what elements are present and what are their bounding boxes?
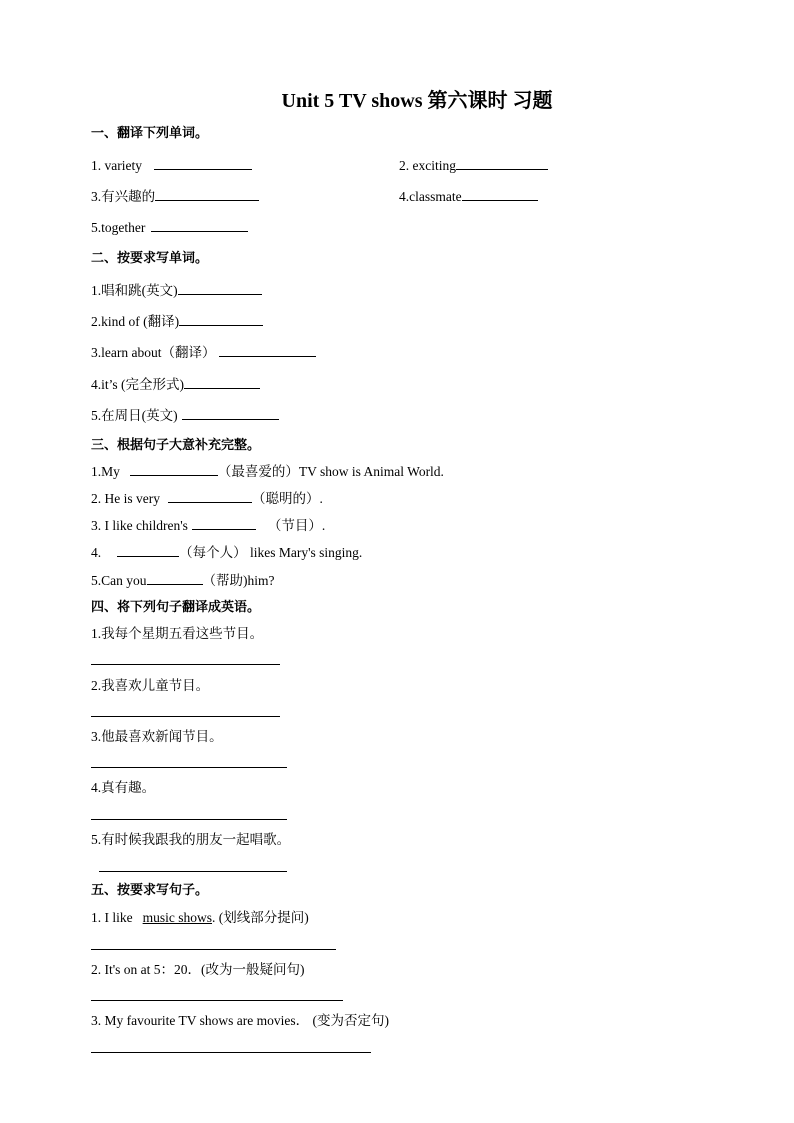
s3-q1-text-b: （最喜爱的）TV show is Animal World. [217, 464, 444, 479]
s1-q4-blank[interactable] [462, 187, 538, 201]
s4-question-4: 4.真有趣。 [91, 780, 156, 795]
s4-question-1: 1.我每个星期五看这些节目。 [91, 626, 264, 641]
s3-q5-text-b: （帮助)him? [202, 573, 275, 588]
s4-q5-answer-line[interactable] [99, 871, 287, 872]
s3-question-2 [91, 489, 323, 508]
s3-q3-blank[interactable] [192, 516, 256, 530]
s5-question-2: 2. It's on at 5：20．(改为一般疑问句) [91, 962, 305, 977]
s3-q5-blank[interactable] [147, 571, 203, 585]
section-1-heading: 一、翻译下列单词。 [91, 125, 209, 140]
section-2-heading: 二、按要求写单词。 [91, 250, 209, 265]
s5-q2-answer-line[interactable] [91, 1000, 343, 1001]
s3-q4-text-a: 4. [91, 545, 102, 560]
s1-q1-text: 1. variety [91, 158, 142, 173]
s1-question-1 [91, 156, 252, 175]
s3-q2-blank[interactable] [168, 489, 252, 503]
s4-q3-answer-line[interactable] [91, 767, 287, 768]
s4-q4-answer-line[interactable] [91, 819, 287, 820]
page-title: Unit 5 TV shows 第六课时 习题 [281, 90, 553, 112]
s1-q1-blank[interactable] [154, 156, 252, 170]
s4-q2-answer-line[interactable] [91, 716, 280, 717]
s5-q1-text-b: . (划线部分提问) [212, 910, 309, 925]
s1-q4-text: 4.classmate [399, 189, 462, 204]
s1-question-5 [91, 218, 248, 237]
s3-question-4 [91, 543, 362, 562]
s2-q3-blank[interactable] [219, 343, 316, 357]
s1-q2-text: 2. exciting [399, 158, 456, 173]
s1-q3-text: 3.有兴趣的 [91, 189, 156, 204]
section-3-heading: 三、根据句子大意补充完整。 [91, 437, 261, 452]
s2-q5-text: 5.在周日(英文) [91, 408, 178, 423]
s3-q4-text-b: （每个人） likes Mary's singing. [179, 545, 363, 560]
s1-question-2 [399, 156, 548, 175]
s2-q2-blank[interactable] [179, 312, 263, 326]
s1-q3-blank[interactable] [155, 187, 259, 201]
s3-q4-blank[interactable] [117, 543, 179, 557]
s4-question-5: 5.有时候我跟我的朋友一起唱歌。 [91, 832, 291, 847]
section-5-heading: 五、按要求写句子。 [91, 882, 209, 897]
s2-q1-text: 1.唱和跳(英文) [91, 283, 178, 298]
s5-question-3: 3. My favourite TV shows are movies． (变为否定句) [91, 1013, 389, 1028]
s3-question-3 [91, 516, 325, 535]
s1-q5-blank[interactable] [151, 218, 248, 232]
s1-question-3 [91, 187, 259, 206]
s2-question-3 [91, 343, 316, 362]
s5-q1-text-a: 1. I like [91, 910, 133, 925]
s5-question-1 [91, 909, 309, 927]
s3-q3-text-a: 3. I like children's [91, 518, 188, 533]
s4-question-3: 3.他最喜欢新闻节目。 [91, 729, 223, 744]
s5-q3-answer-line[interactable] [91, 1052, 371, 1053]
s1-q5-text: 5.together [91, 220, 146, 235]
s3-question-5 [91, 571, 275, 590]
s2-q4-blank[interactable] [184, 375, 260, 389]
s3-q2-text-b: （聪明的）. [251, 491, 323, 506]
s4-question-2: 2.我喜欢儿童节目。 [91, 678, 210, 693]
s3-q3-text-b: （节目）. [267, 518, 326, 533]
s1-q2-blank[interactable] [456, 156, 548, 170]
s2-q2-text: 2.kind of (翻译) [91, 314, 180, 329]
s3-question-1 [91, 462, 444, 481]
s5-q1-underlined: music shows [142, 910, 213, 925]
s2-q5-blank[interactable] [182, 406, 279, 420]
s2-q4-text: 4.it’s (完全形式) [91, 377, 184, 392]
s2-question-4 [91, 375, 260, 394]
s2-question-1 [91, 281, 262, 300]
section-4-heading: 四、将下列句子翻译成英语。 [91, 599, 261, 614]
s3-q5-text-a: 5.Can you [91, 573, 147, 588]
s2-q3-text: 3.learn about（翻译） [91, 345, 216, 360]
s3-q1-text-a: 1.My [91, 464, 120, 479]
s3-q2-text-a: 2. He is very [91, 491, 160, 506]
s1-question-4 [399, 187, 538, 206]
s2-question-5 [91, 406, 279, 425]
s3-q1-blank[interactable] [130, 462, 218, 476]
s4-q1-answer-line[interactable] [91, 664, 280, 665]
s2-question-2 [91, 312, 263, 331]
s5-q1-answer-line[interactable] [91, 949, 336, 950]
s2-q1-blank[interactable] [178, 281, 262, 295]
